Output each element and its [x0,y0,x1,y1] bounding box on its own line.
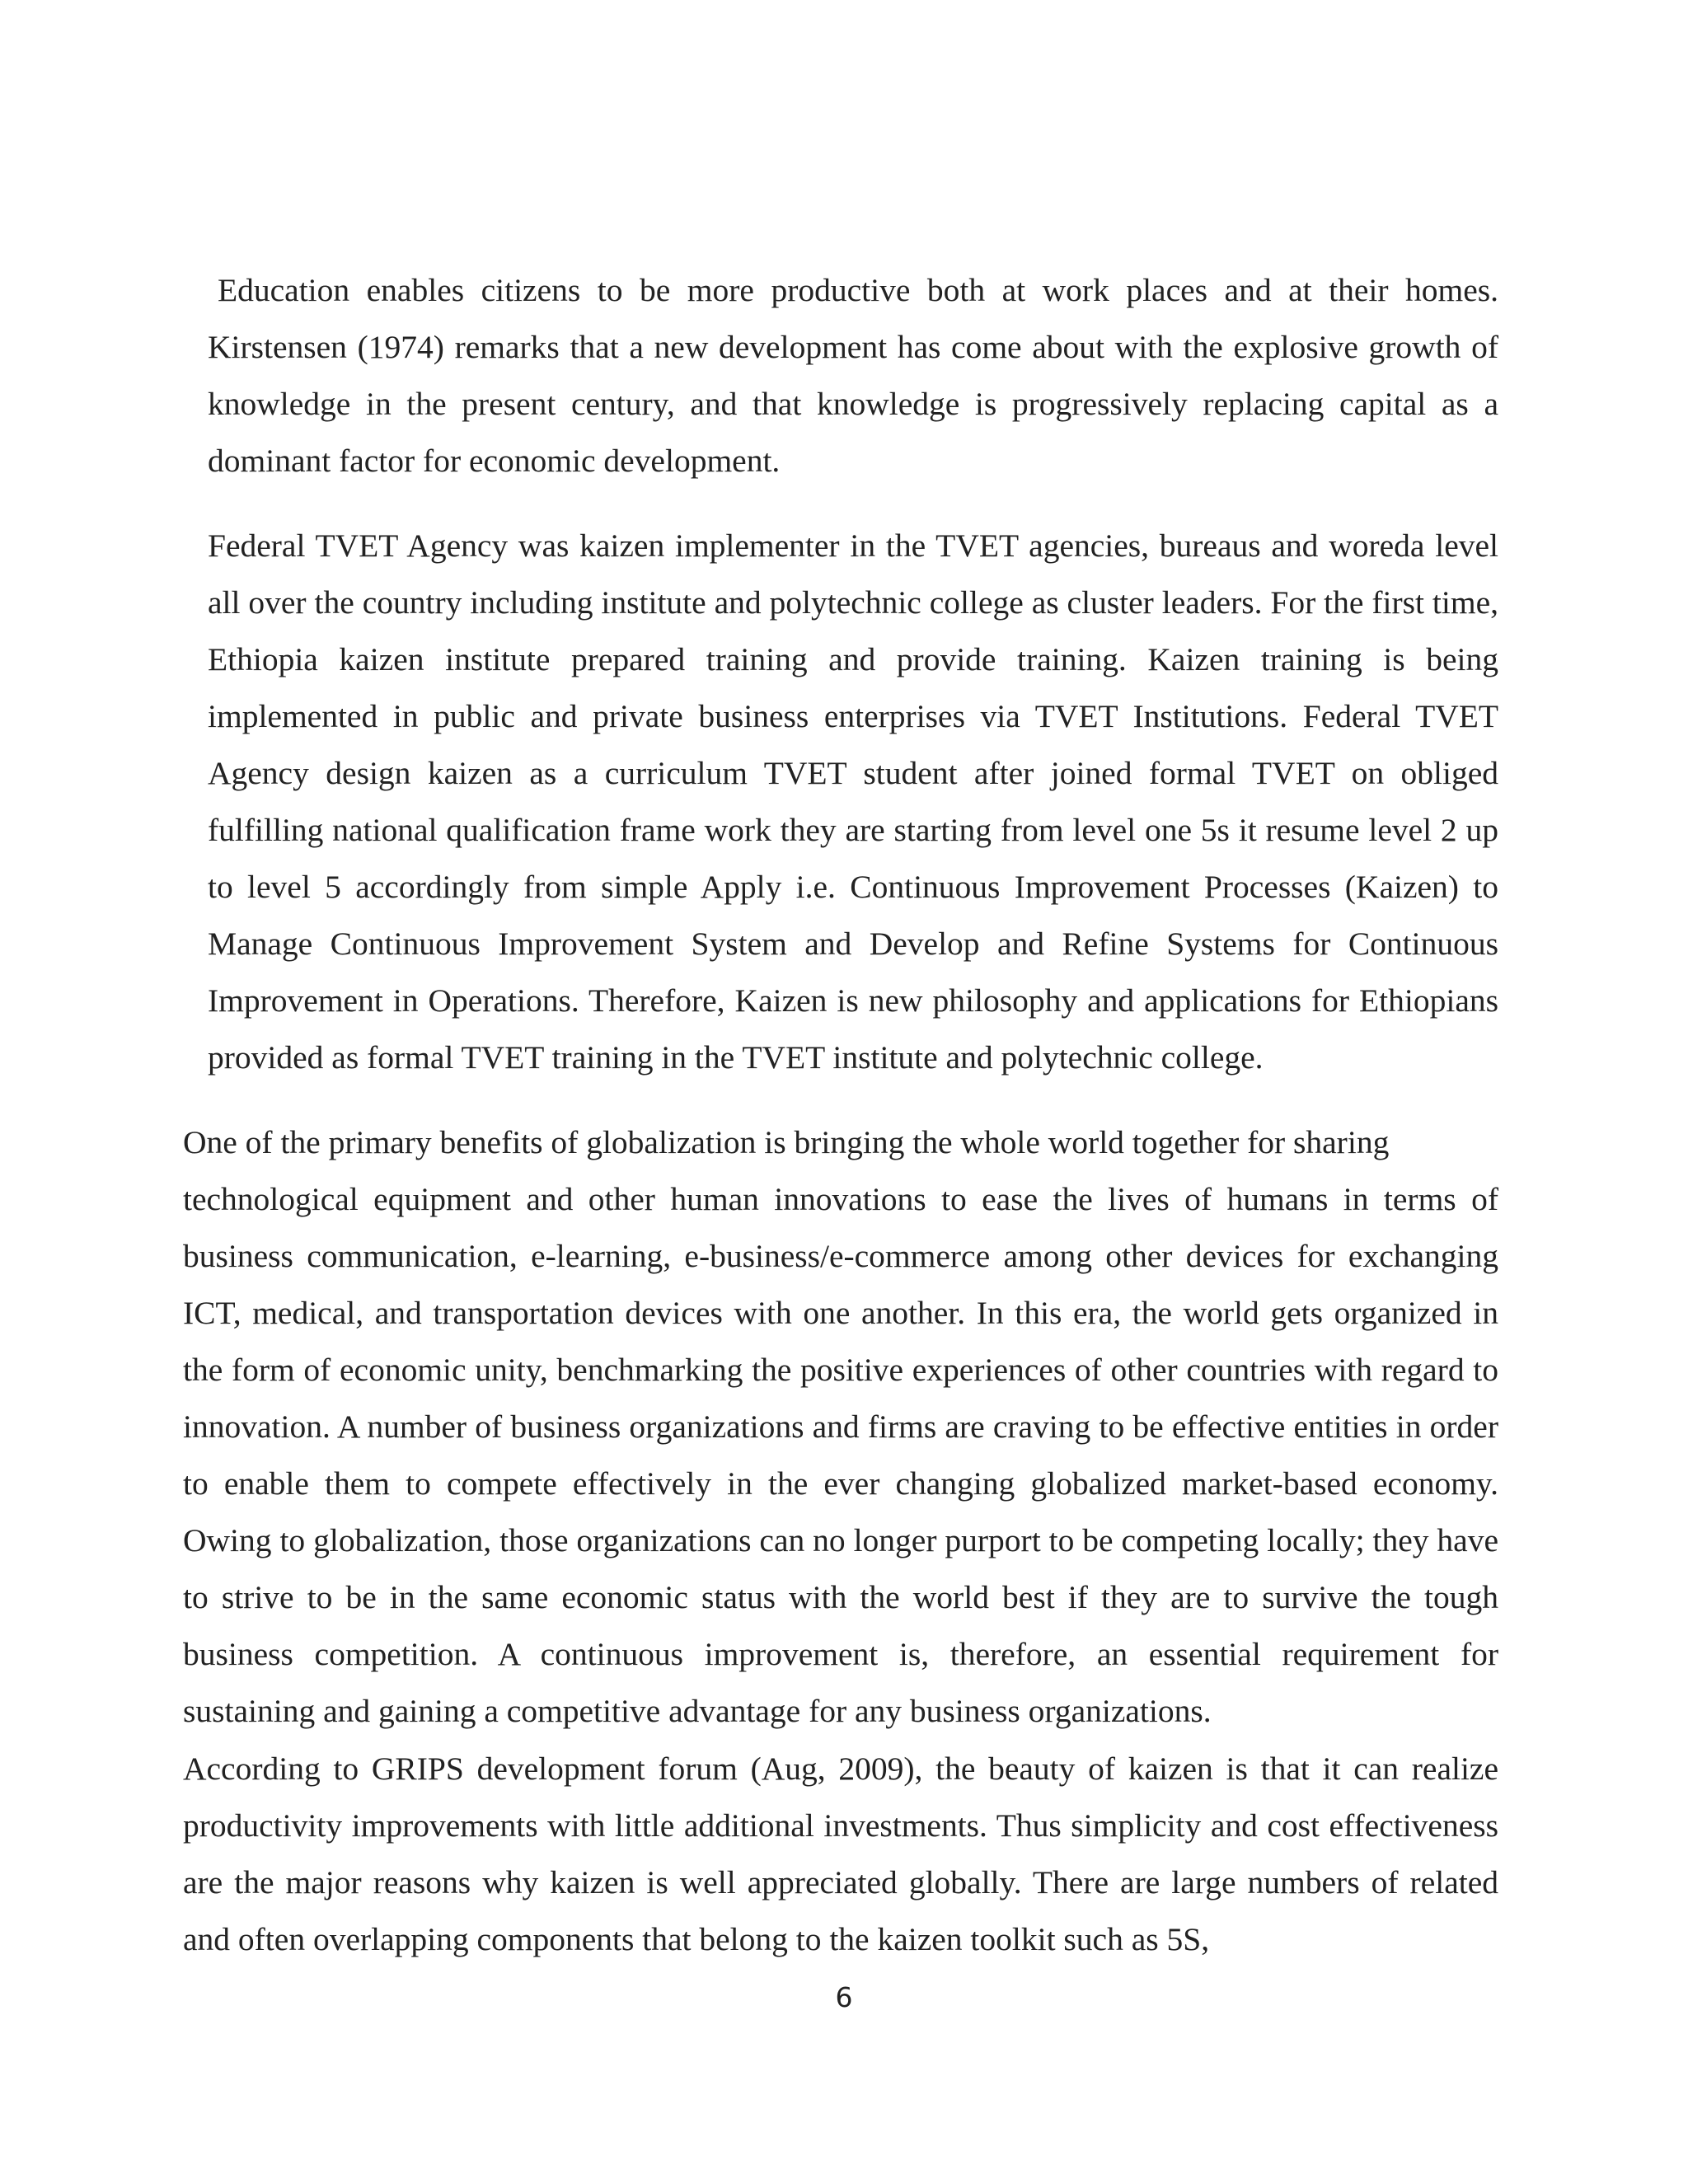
page-number: 6 [835,1981,853,2013]
paragraph-globalization-body: technological equipment and other human innovations to ease the lives of humans in terms of business communication, e-learning, e-business/e-commerce among other devices for exchanging ICT, medical, and transportation devices with one another. In this era, the world gets organized in the form of economic unity, benchmarking the positive experiences of other countries with regard to innovation. A number of business organizations and firms are craving to be effective entities in order to enable them to compete effectively in the ever changing globalized market-based economy. Owing to globalization, those organizations can no longer purport to be competing locally; they have to strive to be in the same economic status with the world best if they are to survive the tough business competition. A continuous improvement is, therefore, an essential requirement for sustaining and gaining a competitive advantage for any business organizations. [183,1181,1498,1729]
paragraph-globalization-first-line: One of the primary benefits of globalization is bringing the whole world together for sharing [183,1124,1390,1160]
paragraph-globalization [183,1114,1498,1740]
paragraph-federal-tvet-agency: Federal TVET Agency was kaizen implementer in the TVET agencies, bureaus and woreda level all over the country including institute and polytechnic college as cluster leaders. For the first time, Ethiopia kaizen institute prepared training and provide training. Kaizen training is being implemented in public and private business enterprises via TVET Institutions. Federal TVET Agency design kaizen as a curriculum TVET student after joined formal TVET on obliged fulfilling national qualification frame work they are starting from level one 5s it resume level 2 up to level 5 accordingly from simple Apply i.e. Continuous Improvement Processes (Kaizen) to Manage Continuous Improvement System and Develop and Refine Systems for Continuous Improvement in Operations. Therefore, Kaizen is new philosophy and applications for Ethiopians provided as formal TVET training in the TVET institute and polytechnic college. [208,527,1498,1076]
paragraph-education: Education enables citizens to be more productive both at work places and at their homes. Kirstensen (1974) remarks that a new development has come about with the explosive growth of knowledge in the present century, and that knowledge is progressively replacing capital as a dominant factor for economic development. [208,272,1498,479]
paragraph-grips-forum: According to GRIPS development forum (Aug, 2009), the beauty of kaizen is that it can realize productivity improvements with little additional investments. Thus simplicity and cost effectiveness are the major reasons why kaizen is well appreciated globally. There are large numbers of related and often overlapping components that belong to the kaizen toolkit such as 5S, [183,1750,1498,1957]
